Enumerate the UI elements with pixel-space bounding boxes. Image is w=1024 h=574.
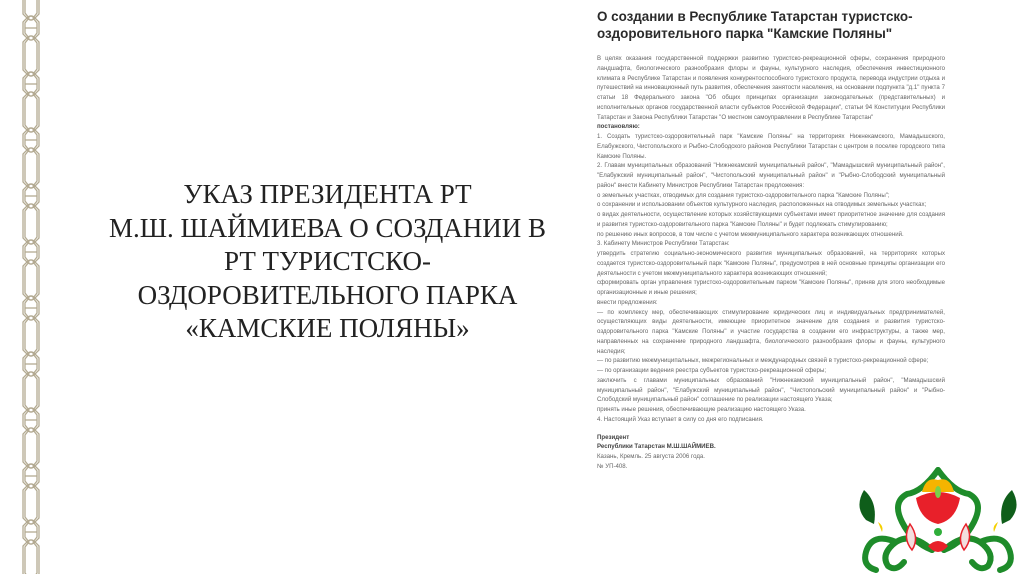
- signature-title: Президент: [597, 433, 630, 441]
- decree-word: постановляю:: [597, 123, 640, 131]
- paragraph: 4. Настоящий Указ вступает в силу со дня его подписания.: [597, 415, 764, 423]
- signature-place-date: Казань, Кремль. 25 августа 2006 года.: [597, 453, 705, 460]
- paragraph: о земельных участках, отводимых для создания туристско-оздоровительного парка "Камские Поляны";: [597, 191, 890, 199]
- paragraph: — по организации ведения реестра субъектов туристско-рекреационной сферы;: [597, 367, 827, 374]
- paragraph: заключить с главами муниципальных образований "Нижнекамский муниципальный район", "Мамадышский муниципальный район", "Елабужский муниципальный район", "Чистопольский муниципальный район" и "Рыбно-Слободский муниципальный район" соглашение по реализации настоящего Указа;: [597, 376, 945, 404]
- decree-number: № УП-408.: [597, 462, 628, 470]
- paragraph: внести предложения:: [597, 298, 658, 306]
- preamble: В целях оказания государственной поддержки развитию туристско-рекреационной сферы, сохранения природного ландшафта, биологического разнообразия флоры и фауны, культурного наследия, обеспечения инвестиционного климата в Республике Татарстан и появления конкурентоспособного туристского продукта, перевода индустрии отдыха и путешествий на инновационный путь развития, обеспечения занятости населения, на основании подпункта "д.1" пункта 7 статьи 18 Федерального закона "Об общих принципах организации законодательных (представительных) и исполнительных органов государственной власти субъектов Российской Федерации", статьи 94 Конституции Республики Татарстан и Закона Республики Татарстан "О местном самоуправлении в Республике Татарстан": [597, 55, 945, 121]
- paragraph: о сохранении и использовании объектов культурного наследия, расположенных на отводимых земельных участках;: [597, 201, 927, 209]
- paragraph: 1. Создать туристско-оздоровительный парк "Камские Поляны" на территориях Нижнекамского, Мамадышского, Елабужского, Чистопольского и Рыбно-Слободского районов Республики Татарстан с центром в поселке городского типа Камские Поляны.: [597, 133, 945, 160]
- tatar-floral-ornament-icon: [852, 462, 1024, 574]
- decree-document-image: [597, 8, 945, 472]
- paragraph: 2. Главам муниципальных образований "Нижнекамский муниципальный район", "Мамадышский муниципальный район", "Елабужский муниципальный район", "Чистопольский муниципальный район" и "Рыбно-Слободский муниципальный район" внести Кабинету Министров Республики Татарстан предложения:: [597, 162, 945, 189]
- title-line: ОЗДОРОВИТЕЛЬНОГО ПАРКА: [137, 279, 518, 310]
- document-title: О создании в Республике Татарстан туристско-оздоровительного парка "Камские Поляны": [597, 9, 913, 41]
- paragraph: 3. Кабинету Министров Республики Татарстан:: [597, 240, 730, 248]
- signature-name: Республики Татарстан М.Ш.ШАЙМИЕВ.: [597, 443, 716, 451]
- paragraph: утвердить стратегию социально-экономического развития муниципальных образований, на территориях которых создается туристско-оздоровительный парк "Камские Поляны", предусмотрев в ней основные принципы организации его деятельности с учетом межмуниципального характера возникающих отношений;: [597, 250, 945, 277]
- paragraph: — по развитию межмуниципальных, межрегиональных и международных связей в туристско-рекреационной сфере;: [597, 357, 929, 365]
- document-body: [597, 54, 945, 425]
- title-line: М.Ш. ШАЙМИЕВА О СОЗДАНИИ В: [108, 212, 547, 243]
- title-line: РТ ТУРИСТСКО-: [223, 246, 432, 276]
- paragraph: принять иные решения, обеспечивающие реализацию настоящего Указа.: [597, 406, 806, 413]
- decorative-border-ornament: [20, 0, 42, 574]
- paragraph: по решению иных вопросов, в том числе с учетом межмуниципального характера возникающих отношений.: [597, 230, 904, 238]
- slide-title: [80, 178, 575, 346]
- paragraph: — по комплексу мер, обеспечивающих стимулирование юридических лиц и индивидуальных предпринимателей, осуществляющих виды деятельности, имеющие приоритетное значение для создания и развития туристско-оздоровительного парка "Камские Поляны" и участие государства в создании его инфраструктуры, а также мер, направленных на сохранение природного ландшафта, биологического разнообразия флоры и фауны, культурного наследия;: [597, 308, 945, 355]
- title-line: «КАМСКИЕ ПОЛЯНЫ»: [185, 313, 470, 343]
- paragraph: сформировать орган управления туристско-оздоровительным парком "Камские Поляны", приняв для этого необходимые организационные и иные решения;: [597, 279, 945, 296]
- title-line: УКАЗ ПРЕЗИДЕНТА РТ: [183, 179, 472, 209]
- paragraph: о видах деятельности, осуществление которых хозяйствующими субъектами имеет приоритетное значение для создания и развития туристско-оздоровительного парка "Камские Поляны" и будет подлежать стимулированию;: [597, 211, 945, 228]
